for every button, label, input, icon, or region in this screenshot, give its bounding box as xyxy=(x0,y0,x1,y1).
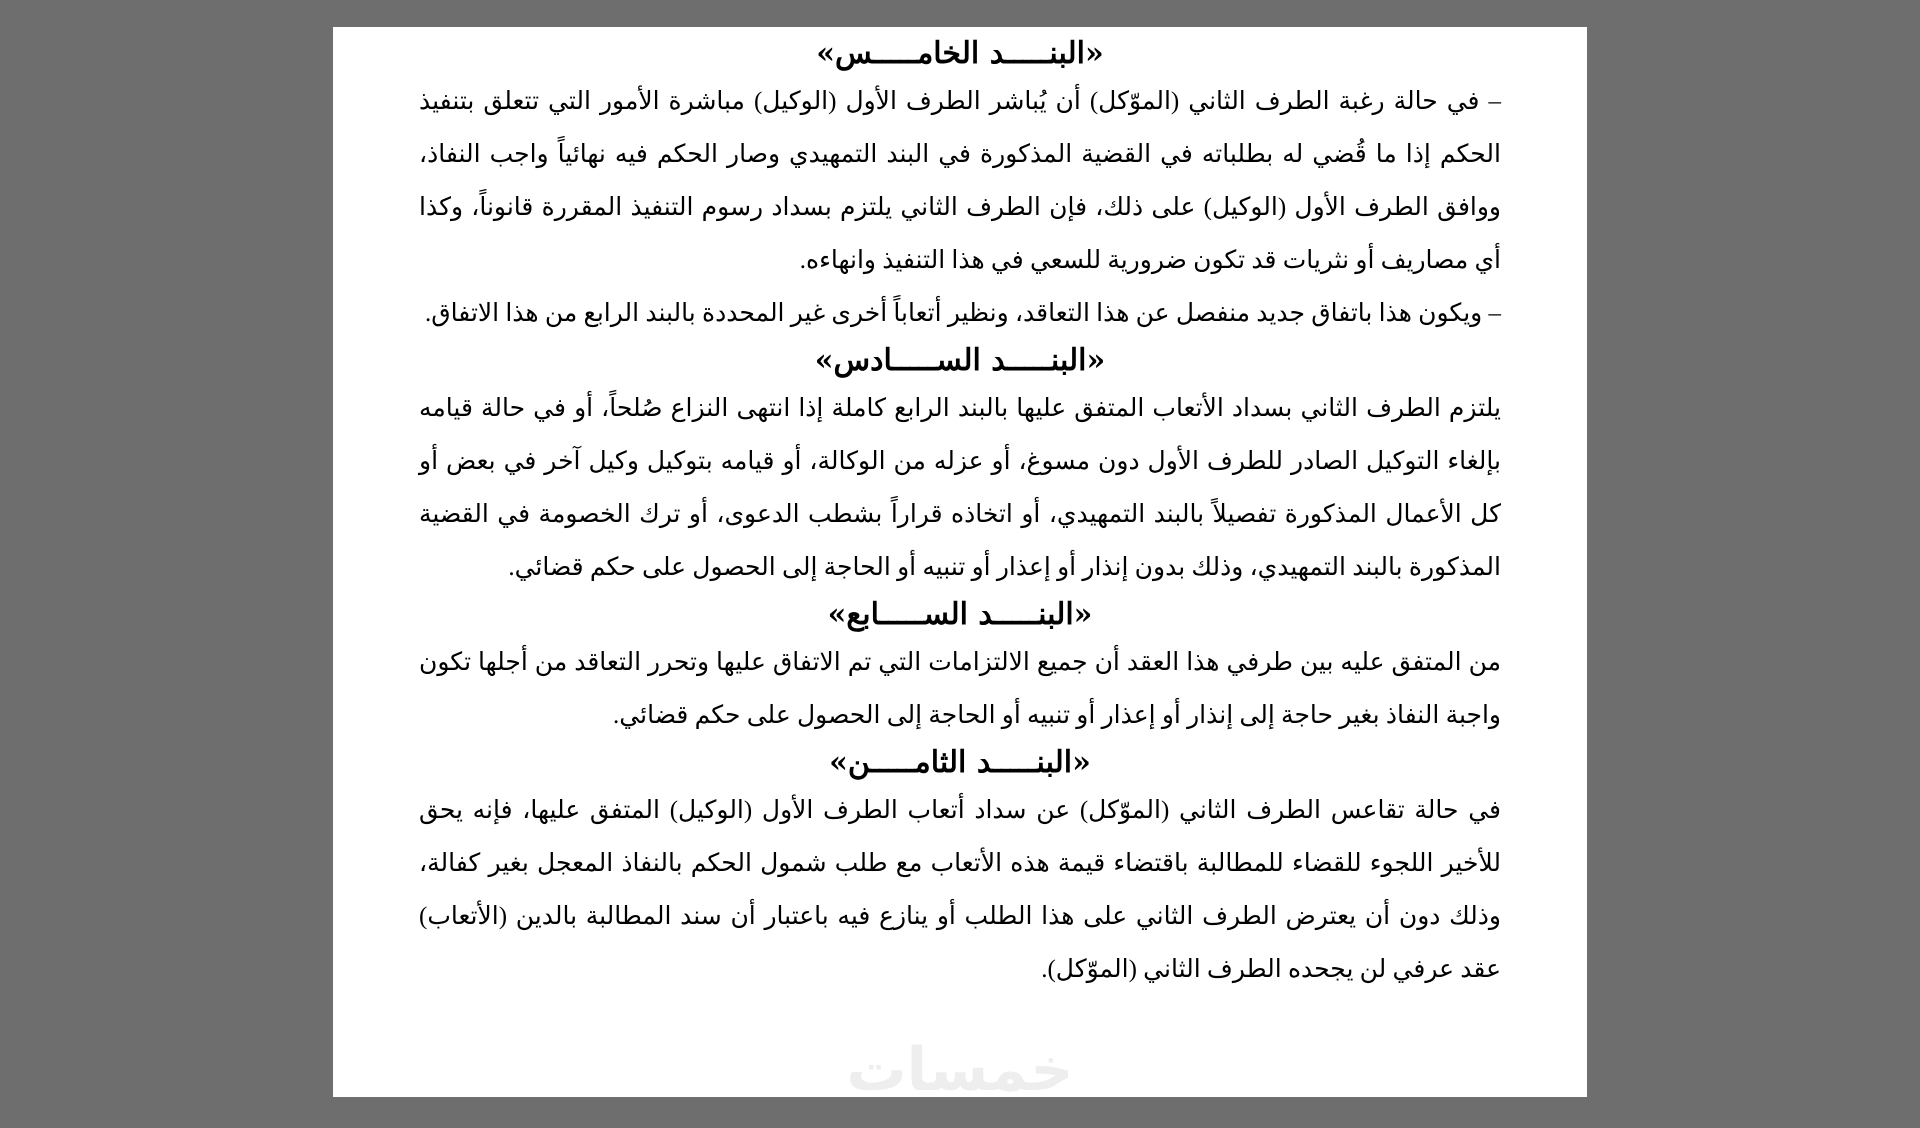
fifth-clause-paragraph-2: – ويكون هذا باتفاق جديد منفصل عن هذا التعاقد، ونظير أتعاباً أخرى غير المحددة بالبند الرابع من هذا الاتفاق. xyxy=(425,300,1501,327)
seventh-clause-paragraph-1: من المتفق عليه بين طرفي هذا العقد أن جميع الالتزامات التي تم الاتفاق عليها وتحرر التعاقد من أجلها تكون واجبة النفاذ بغير حاجة إلى إنذار أو إعذار أو تنبيه أو الحاجة إلى الحصول على حكم قضائي. xyxy=(419,649,1501,729)
section-title-eighth-clause: «البنـــــد الثامـــــن» xyxy=(829,745,1091,780)
section-title-fifth-clause: «البنـــــد الخامـــــس» xyxy=(816,36,1104,71)
fifth-clause-paragraph-1: – في حالة رغبة الطرف الثاني (الموّكل) أن يُباشر الطرف الأول (الوكيل) مباشرة الأمور التي تتعلق بتنفيذ الحكم إذا ما قُضي له بطلباته في القضية المذكورة في البند التمهيدي وصار الحكم فيه نهائياً واجب النفاذ، ووافق الطرف الأول (الوكيل) على ذلك، فإن الطرف الثاني يلتزم بسداد رسوم التنفيذ المقررة قانوناً، وكذا أي مصاريف أو نثريات قد تكون ضرورية للسعي في هذا التنفيذ وانهاءه. xyxy=(419,88,1501,274)
document-page xyxy=(333,27,1587,1097)
section-title-seventh-clause: «البنـــــد الســـــابع» xyxy=(827,597,1093,632)
eighth-clause-paragraph-1: في حالة تقاعس الطرف الثاني (الموّكل) عن سداد أتعاب الطرف الأول (الوكيل) المتفق عليها، فإنه يحق للأخير اللجوء للقضاء للمطالبة باقتضاء قيمة هذه الأتعاب مع طلب شمول الحكم بالنفاذ المعجل بغير كفالة، وذلك دون أن يعترض الطرف الثاني على هذا الطلب أو ينازع فيه باعتبار أن سند المطالبة بالدين (الأتعاب) عقد عرفي لن يجحده الطرف الثاني (الموّكل). xyxy=(419,797,1501,983)
section-title-sixth-clause: «البنـــــد الســـــادس» xyxy=(814,343,1106,378)
khamsat-watermark: خمسات xyxy=(846,1035,1074,1097)
sixth-clause-paragraph-1: يلتزم الطرف الثاني بسداد الأتعاب المتفق عليها بالبند الرابع كاملة إذا انتهى النزاع صُلحاً، أو في حالة قيامه بإلغاء التوكيل الصادر للطرف الأول دون مسوغ، أو عزله من الوكالة، أو قيامه بتوكيل وكيل آخر في بعض أو كل الأعمال المذكورة تفصيلاً بالبند التمهيدي، أو اتخاذه قراراً بشطب الدعوى، أو ترك الخصومة في القضية المذكورة بالبند التمهيدي، وذلك بدون إنذار أو إعذار أو تنبيه أو الحاجة إلى الحصول على حكم قضائي. xyxy=(419,395,1501,581)
